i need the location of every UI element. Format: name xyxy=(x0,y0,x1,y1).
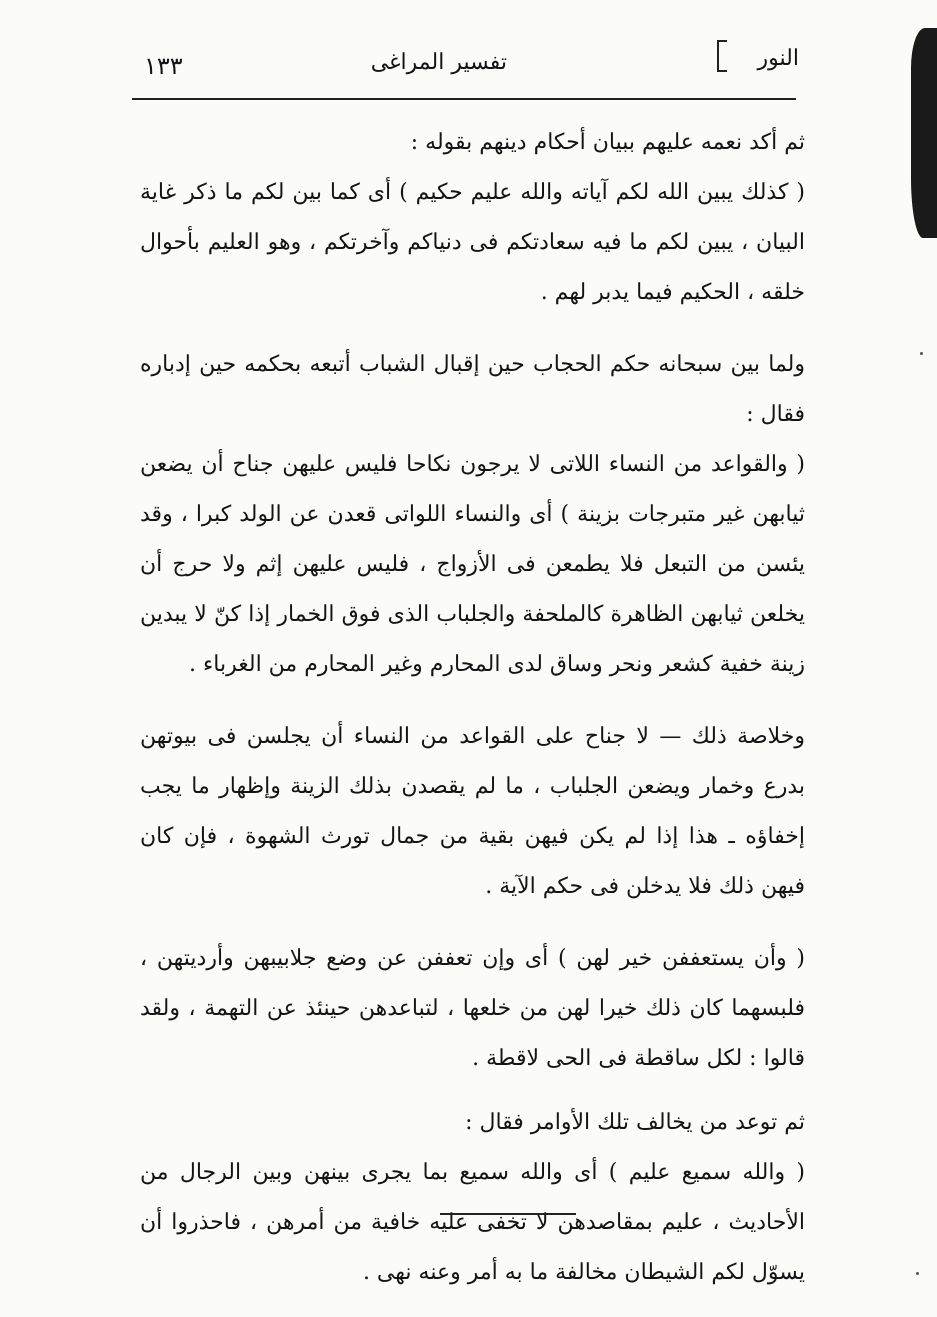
surah-name: النور xyxy=(757,46,799,71)
book-title: تفسير المراغى xyxy=(370,50,507,75)
paragraph: ( والله سميع عليم ) أى والله سميع بما يجرى بينهن وبين الرجال من الأحاديث ، عليم بمقاصدهن لا تخفى عليه خافية من أمرهن ، فاحذروا أن يسوّل لكم الشيطان مخالفة ما به أمر وعنه نهى . xyxy=(140,1160,805,1285)
page-number: ١٣٣ xyxy=(144,52,183,80)
surah-bracket xyxy=(717,40,727,72)
header-divider xyxy=(132,98,796,100)
paragraph: وخلاصة ذلك — لا جناح على القواعد من النساء أن يجلسن فى بيوتهن بدرع وخمار ويضعن الجلباب ، ما لم يقصدن بذلك الزينة وإظهار ما يجب إخفاؤه ـ هذا إذا لم يكن فيهن بقية من جمال تورث الشهوة ، فإن كان فيهن ذلك فلا يدخلن فى حكم الآية . xyxy=(140,724,805,899)
page-header xyxy=(130,40,807,90)
paragraph: ولما بين سبحانه حكم الحجاب حين إقبال الشباب أتبعه بحكمه حين إدباره فقال : xyxy=(140,352,805,427)
paragraph: ثم أكد نعمه عليهم ببيان أحكام دينهم بقوله : xyxy=(410,130,805,155)
paragraph: ( كذلك يبين الله لكم آياته والله عليم حكيم ) أى كما بين لكم ما ذكر غاية البيان ، يبين لكم ما فيه سعادتكم فى دنياكم وآخرتكم ، وهو العليم بأحوال خلقه ، الحكيم فيما يدبر لهم . xyxy=(140,180,805,305)
scan-edge-shadow xyxy=(911,28,937,238)
paragraph: ثم توعد من يخالف تلك الأوامر فقال : xyxy=(465,1110,805,1135)
scan-speck xyxy=(916,1272,919,1275)
footer-divider xyxy=(440,1213,576,1215)
page-body xyxy=(140,118,805,1298)
paragraph: ( وأن يستعففن خير لهن ) أى وإن تعففن عن وضع جلابيبهن وأرديتهن ، فلبسهما كان ذلك خيرا لهن من خلعها ، لتباعدهن حينئذ عن التهمة ، ولقد قالوا : لكل ساقطة فى الحى لاقطة . xyxy=(140,946,805,1071)
scan-speck xyxy=(920,352,923,355)
paragraph: ( والقواعد من النساء اللاتى لا يرجون نكاحا فليس عليهن جناح أن يضعن ثيابهن غير متبرجات بزينة ) أى والنساء اللواتى قعدن عن الولد كبرا ، وقد يئسن من التبعل فلا يطمعن فى الأزواج ، فليس عليهن إثم ولا حرج أن يخلعن ثيابهن الظاهرة كالملحفة والجلباب الذى فوق الخمار إذا كنّ لا يبدين زينة خفية كشعر ونحر وساق لدى المحارم وغير المحارم من الغرباء . xyxy=(140,452,805,677)
